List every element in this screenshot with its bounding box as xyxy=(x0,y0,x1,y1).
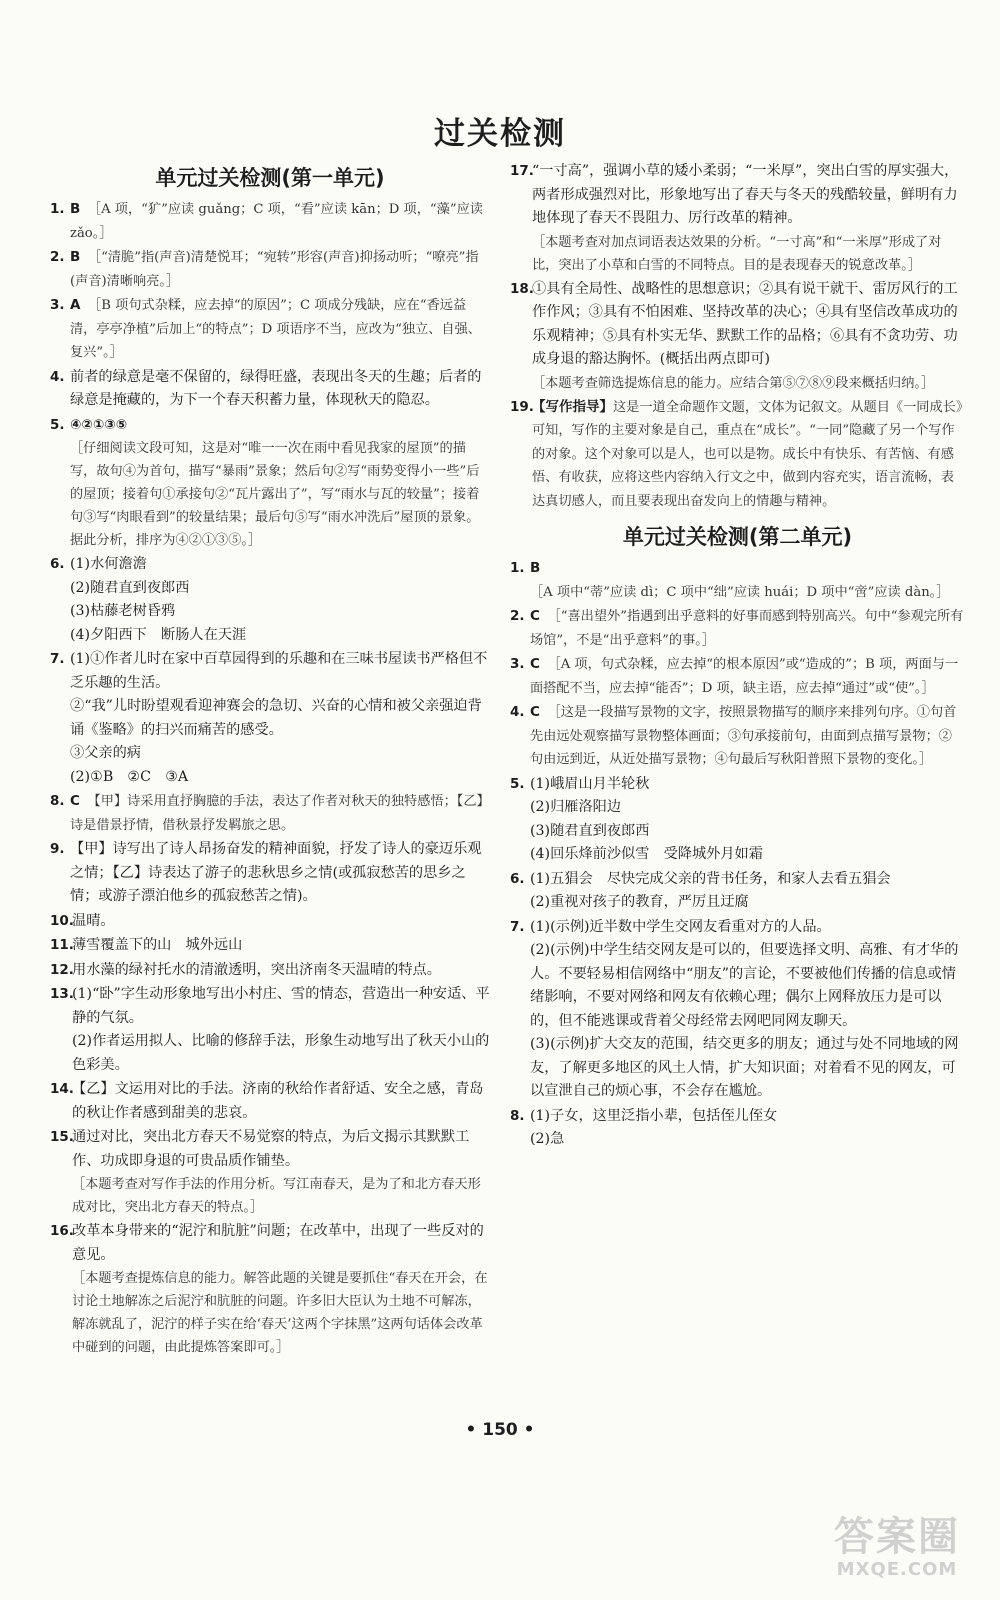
question-item: 4. 前者的绿意是毫不保留的，绿得旺盛，表现出冬天的生趣；后者的绿意是掩藏的，为下一个春天积蓄力量，体现秋天的隐忍。 xyxy=(50,368,482,408)
question-item: 11. 薄雪覆盖下的山 城外远山 xyxy=(50,937,243,953)
page-number: • 150 • xyxy=(465,1420,535,1440)
left-column xyxy=(50,160,490,1360)
question-item: 2. C ［“喜出望外”指遇到出乎意料的好事而感到特别高兴。句中“参观完所有场馆”，不是“出乎意料”的事。］ xyxy=(510,608,964,648)
watermark-logo-text: 答案圈 xyxy=(834,1514,960,1560)
question-item: 12. 用水藻的绿衬托水的清澈透明，突出济南冬天温晴的特点。 xyxy=(50,961,441,978)
question-item: 14. 【乙】文运用对比的手法。济南的秋给作者舒适、安全之感，青岛的秋让作者感到甜美的悲哀。 xyxy=(50,1081,484,1121)
question-item: 9. 【甲】诗写出了诗人昂扬奋发的精神面貌，抒发了诗人的豪迈乐观之情；【乙】诗表达了游子的悲秋思乡之情(或孤寂愁苦的思乡之情；或游子漂泊他乡的孤寂愁苦之情)。 xyxy=(50,841,482,904)
question-item: 1. B ［A 项，“犷”应读 guǎng；C 项，“看”应读 kān；D 项，“藻”应读 zǎo。］ xyxy=(50,201,483,241)
question-item: 19. 【写作指导】这是一道全命题作文题，文体为记叙文。从题目《一同成长》可知，写作的主要对象是自己，重点在“成长”。“一同”隐藏了另一个写作的对象。这个对象可以是人，也可以是物。成长中有快乐、有苦恼、有感悟、有收获，应将这些内容纳入行文之中，做到内容充实，语言流畅，表达真切感人，而且要表现出奋发向上的情趣与精神。 xyxy=(510,398,963,509)
question-item: 8. (1)子女，这里泛指小辈，包括侄儿侄女 (2)急 xyxy=(510,1107,778,1147)
question-item: 7. (1)(示例)近半数中学生交网友看重对方的人品。 (2)(示例)中学生结交网友是可以的，但要选择文明、高雅、有才华的人。不要轻易相信网络中“朋友”的言论，不要被他们传播的信息或情绪影响，不要对网络和网友有依赖心理；偶尔上网释放压力是可以的，但不能逃课或背着父母经常去网吧同网友聊天。 (3)(示例)扩大交友的范围，结交更多的朋友；通过与处不同地域的网友，了解更多地区的风土人情，扩大知识面；对着看不见的网友，可以宣泄自己的烦心事，不会存在尴尬。 xyxy=(510,918,959,1099)
page-title: 过关检测 xyxy=(434,116,566,152)
question-item: 5. ④②①③⑤ ［仔细阅读文段可知，这是对“唯一一次在雨中看见我家的屋顶”的描写，故句④为首句，描写“暴雨”景象；然后句②写“雨势变得小一些”后的屋顶；接着句①承接句②“瓦片露出了”，写“雨水与瓦的较量”；接着句③写“肉眼看到”的较量结果；最后句⑤写“雨水冲洗后”屋顶的景象。据此分析，排序为④②①③⑤。］ xyxy=(50,416,480,548)
question-item: 7. (1)①作者儿时在家中百草园得到的乐趣和在三味书屋读书严格但不乏乐趣的生活。 ②“我”儿时盼望观看迎神赛会的急切、兴奋的心情和被父亲强迫背诵《鉴略》的扫兴而痛苦的感受。 ③父亲的病 (2)①B ②C ③A xyxy=(50,651,488,785)
question-item: 3. A ［B 项句式杂糅，应去掉“的原因”；C 项成分残缺，应在“香远益清，亭亭净植”后加上“的特点”；D 项语序不当，应改为“独立、自强、复兴”。］ xyxy=(50,297,481,360)
unit1-heading: 单元过关检测(第一单元) xyxy=(155,166,385,190)
question-item: 3. C ［A 项，句式杂糅，应去掉“的根本原因”或“造成的”；B 项，两面与一面搭配不当，应去掉“能否”；D 项，缺主语，应去掉“通过”或“使”。］ xyxy=(510,656,959,696)
question-item: 6. (1)水何澹澹 (2)随君直到夜郎西 (3)枯藤老树昏鸦 (4)夕阳西下 断肠人在天涯 xyxy=(50,556,247,643)
question-item: 17. “一寸高”，强调小草的矮小柔弱；“一米厚”，突出白雪的厚实强大，两者形成强烈对比，形象地写出了春天与冬天的残酷较量，鲜明有力地体现了春天不畏阻力、厉行改革的精神。 ［本题考查对加点词语表达效果的分析。“一寸高”和“一米厚”形成了对比，突出了小草和白雪的不同特点。目的是表现春天的锐意改革。］ xyxy=(510,163,959,273)
question-item: 16. 改革本身带来的“泥泞和肮脏”问题；在改革中，出现了一些反对的意见。 ［本题考查提炼信息的能力。解答此题的关键是要抓住“春天在开会，在讨论土地解冻之后泥泞和肮脏的问题。许多旧大臣认为土地不可解冻，解冻就乱了，泥泞的样子实在给‘春天’这两个字抹黑”这两句话体会改革中碰到的问题，由此提炼答案即可。］ xyxy=(50,1223,488,1355)
question-item: 4. C ［这是一段描写景物的文字，按照景物描写的顺序来排列句序。①句首先由远处观察描写景物整体画面；③句承接前句，由面到点描写景物；②句由远到近，从近处描写景物；④句最后写秋阳普照下景物的变化。］ xyxy=(510,704,957,767)
unit2-heading: 单元过关检测(第二单元) xyxy=(622,525,853,549)
question-item: 2. B ［“清脆”指(声音)清楚悦耳；“宛转”形容(声音)抑扬动听；“嘹亮”指(声音)清晰响亮。］ xyxy=(50,249,479,289)
watermark-url: MXQE.COM xyxy=(836,1559,958,1580)
question-item: 1. B ［A 项中“蒂”应读 dì；C 项中“绌”应读 huái；D 项中“啻”应读 dàn。］ xyxy=(510,560,950,600)
right-column xyxy=(510,160,965,1153)
question-item: 6. (1)五猖会 尽快完成父亲的背书任务，和家人去看五猖会 (2)重视对孩子的教育，严厉且迂腐 xyxy=(510,870,891,910)
question-item: 10. 温晴。 xyxy=(50,912,115,929)
question-item: 18. ①具有全局性、战略性的思想意识；②具有说干就干、雷厉风行的工作作风；③具有不怕困难、坚持改革的决心；④具有坚信改革成功的乐观精神；⑤具有朴实无华、默默工作的品格；⑥具有不贪功劳、功成身退的豁达胸怀。(概括出两点即可) ［本题考查筛选提炼信息的能力。应结合第⑤⑦⑧⑨段来概括归纳。］ xyxy=(510,280,958,391)
question-item: 13. (1)“卧”字生动形象地写出小村庄、雪的情态，营造出一种安适、平静的气氛。 (2)作者运用拟人、比喻的修辞手法，形象生动地写出了秋天小山的色彩美。 xyxy=(50,986,490,1073)
watermark-logo xyxy=(822,1515,972,1580)
question-item: 15. 通过对比，突出北方春天不易觉察的特点，为后文揭示其默默工作、功成即身退的可贵品质作铺垫。 ［本题考查对写作手法的作用分析。写江南春天，是为了和北方春天形成对比，突出北方春天的特点。］ xyxy=(50,1129,481,1215)
question-item: 8. C 【甲】诗采用直抒胸臆的手法，表达了作者对秋天的独特感悟；【乙】诗是借景抒情，借秋景抒发羁旅之思。 xyxy=(50,793,490,833)
question-item: 5. (1)峨眉山月半轮秋 (2)归雁洛阳边 (3)随君直到夜郎西 (4)回乐烽前沙似雪 受降城外月如霜 xyxy=(510,775,763,862)
